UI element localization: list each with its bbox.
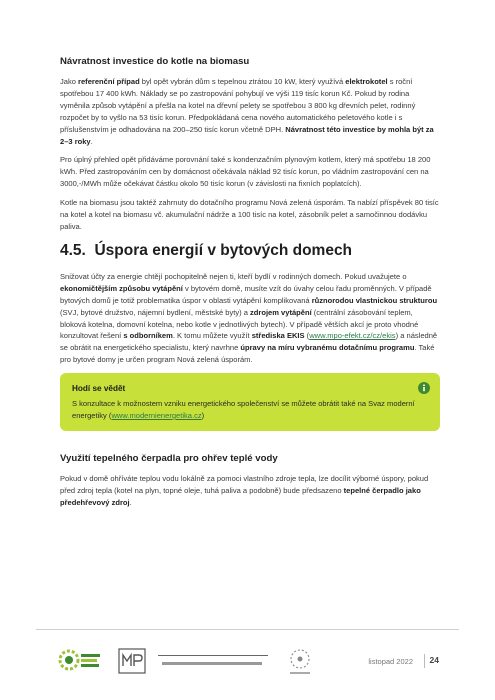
page-content <box>60 56 440 516</box>
footer-date: listopad 2022 <box>368 657 413 666</box>
section-paragraph <box>60 271 440 366</box>
bold-text: zdrojem vytápění <box>250 307 312 317</box>
bold-text: elektrokotel <box>345 77 388 86</box>
round-partner-logo <box>280 647 320 677</box>
footer-divider <box>36 629 459 630</box>
text-run: ( <box>304 331 310 341</box>
text-run: ) a následně se obrátit na energetického specialistu, který navrhne <box>60 331 438 353</box>
partner-logo-green <box>58 647 102 673</box>
biomass-paragraph-1 <box>60 76 440 147</box>
ministry-logo <box>118 648 146 674</box>
biomass-heading: Návratnost investice do kotle na biomasu <box>60 56 250 67</box>
text-run: . <box>90 136 93 146</box>
text-run: Snižovat účty za energie chtějí pochopitelně nejen ti, kteří bydlí v rodinných domech. Pokud uvažujete o <box>60 271 407 281</box>
heatpump-paragraph <box>60 473 440 509</box>
text-run: s roční spotřebou 17 400 kWh. Náklady se po zastropování pohybují ve výši 119 tisíc korun Kč. Pokud by rodina vyměnila způsob vytápění a přešla na kotel na dřevní pelety se spotřebou 3 800 kg dřevních pelet, rodinný rozpočet by to vyšlo na 53 tisíc korun. Předpokládaná cena nového automatického peletového kotle i s příslušenstvím je odhadována na 200–250 tisíc korun včetně DPH. <box>60 77 416 134</box>
environment-ministry-logo <box>158 652 268 670</box>
text-run: S konzultace k možnostem vzniku energetického společenství se můžete obrátit také na Svaz moderní energetiky ( <box>72 399 415 421</box>
section-number: 4.5. <box>60 241 86 259</box>
bold-text: různorodou vlastnickou strukturou <box>311 295 438 305</box>
text-run: (SVJ, bytové družstvo, nájemní bydlení, městské byty) a <box>60 307 251 317</box>
hint-box <box>60 373 440 431</box>
hint-text <box>72 398 428 422</box>
section-title-text: Úspora energií v bytových domech <box>94 241 353 259</box>
text-link[interactable]: www.mpo-efekt.cz/cz/ekis <box>309 331 396 341</box>
footer-separator <box>424 654 425 668</box>
bold-text: tepelné čerpadlo jako předehřevový zdroj <box>60 485 421 507</box>
text-run: (centrální zásobování teplem, bloková kotelna, domovní kotelna, nebo kotle v jednotlivých bytech). V případě větších akcí je proto vhodné konzultovat řešení <box>60 307 419 341</box>
text-run: Jako <box>60 77 79 86</box>
text-run: . K tomu můžete využít <box>172 331 252 341</box>
heatpump-heading: Využití tepelného čerpadla pro ohřev teplé vody <box>60 452 278 464</box>
bold-text: střediska EKIS <box>251 331 305 341</box>
bold-text: s odborníkem <box>123 331 173 341</box>
bold-text: referenční případ <box>78 77 140 86</box>
hint-title: Hodí se vědět <box>72 384 126 394</box>
bold-text: ekonomičtějším způsobu vytápění <box>60 283 183 293</box>
text-run: v bytovém domě, musíte vzít do úvahy celou řadu proměnných. V případě bytových domů je totiž problematika úspor v oblasti vytápění komplikovaná <box>60 283 432 305</box>
footer <box>36 638 459 678</box>
page-number: 24 <box>429 655 439 665</box>
bold-text: Návratnost této investice by mohla být za 2–3 roky <box>60 124 434 146</box>
text-run: . Také pro bytové domy je určen program Nová zelená úsporám. <box>60 343 435 365</box>
biomass-paragraph-3: Kotle na biomasu jsou taktéž zahrnuty do dotačního programu Nová zelená úsporám. Ta nabízí příspěvek 80 tisíc na kotel a kotel na biomasu vč. akumulační nádrže a 100 tisíc na kotel, zásobník pelet a samočinnou dodávku paliva. <box>60 198 439 231</box>
info-icon <box>418 382 430 394</box>
text-run: Pokud v domě ohříváte teplou vodu lokálně za pomoci vlastního zdroje tepla, lze docílit výborné úspory, pokud před zdroj tepla (kotel na plyn, topné oleje, tuhá paliva a podobně) bude předsazeno <box>60 473 429 495</box>
bold-text: úpravy na míru vybranému dotačnímu programu <box>240 343 415 353</box>
text-run: byl opět vybrán dům s tepelnou ztrátou 10 kW, který využívá <box>139 77 346 86</box>
text-link[interactable]: www.modernienergetika.cz <box>111 411 202 421</box>
text-run: ) <box>201 411 205 421</box>
section-title <box>60 241 440 261</box>
biomass-paragraph-2: Pro úplný přehled opět přidáváme porovnání také s kondenzačním plynovým kotlem, který má spotřebu 18 200 kWh. Před zastropováním cen by domácnost očekávala náklad 92 tisíc korun, po vládním zastropování cen na 3000,-/MWh může očekávat částku okolo 50 tisíc korun (v závislosti na fixních poplatcích). <box>60 155 431 189</box>
text-run: . <box>129 497 132 507</box>
